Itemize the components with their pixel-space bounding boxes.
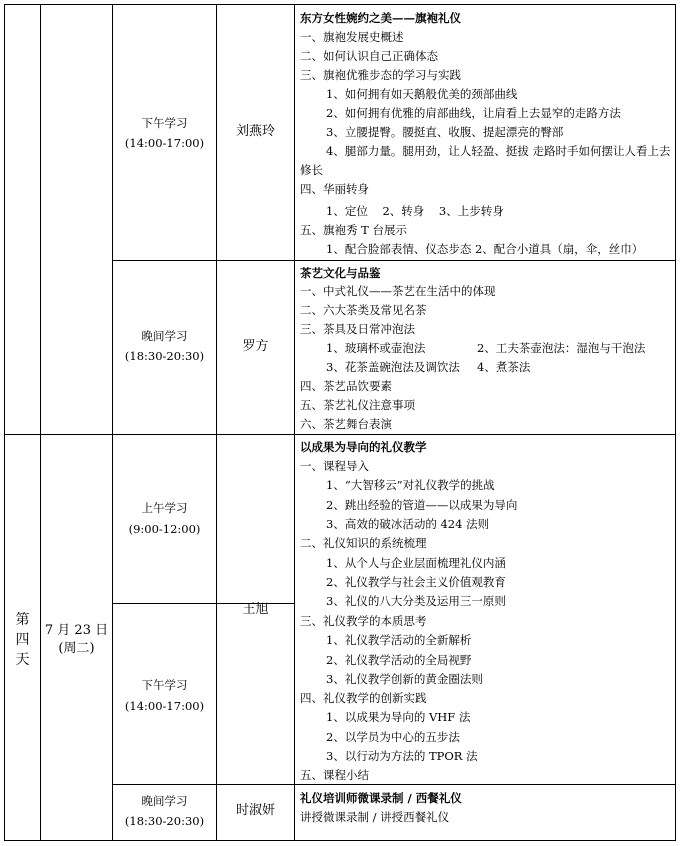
col-border-4 — [294, 4, 295, 841]
teacher-name: 刘燕玲 — [235, 124, 275, 139]
course-line: 3、礼仪教学创新的黄金圈法则 — [326, 672, 483, 686]
session-period: 上午学习 — [141, 501, 188, 515]
day-label-char: 天 — [15, 652, 30, 668]
table-bottom-border — [4, 840, 675, 841]
course-line: 四、礼仪教学的创新实践 — [300, 691, 427, 705]
course-line: 一、课程导入 — [300, 459, 369, 473]
course-line: 4、煮茶法 — [477, 360, 531, 374]
course-line: 二、礼仪知识的系统梳理 — [300, 536, 427, 550]
weekday-label: (周二) — [58, 641, 95, 656]
course-line: 四、华丽转身 — [300, 182, 369, 196]
session-time: (14:00-17:00) — [124, 136, 205, 150]
course-line: 一、中式礼仪——茶艺在生活中的体现 — [300, 284, 496, 298]
course-line: 三、旗袍优雅步态的学习与实践 — [300, 68, 461, 82]
course-line: 三、茶具及日常冲泡法 — [300, 322, 415, 336]
row-divider-1 — [112, 260, 675, 261]
course-line: 1、“大智移云”对礼仪教学的挑战 — [326, 478, 495, 492]
session-time: (9:00-12:00) — [128, 522, 201, 536]
session-time: (18:30-20:30) — [124, 814, 205, 828]
course-line: 修长 — [300, 163, 323, 177]
course-line: 一、旗袍发展史概述 — [300, 30, 404, 44]
course-title: 以成果为导向的礼仪教学 — [300, 440, 427, 454]
date-label: 7 月 23 日 — [44, 623, 109, 638]
day-label-char: 第 — [15, 612, 30, 628]
session-period: 晚间学习 — [141, 794, 188, 808]
course-line: 2、以学员为中心的五步法 — [326, 730, 460, 744]
course-title: 茶艺文化与品鉴 — [300, 266, 381, 280]
course-line: 2、工夫茶壶泡法：湿泡与干泡法 — [477, 341, 646, 355]
session-period: 晚间学习 — [141, 329, 188, 343]
course-line: 3、以行动为方法的 TPOR 法 — [326, 749, 478, 763]
row-divider-2 — [4, 434, 675, 435]
course-line: 六、茶艺舞台表演 — [300, 417, 392, 431]
teacher-name: 罗方 — [242, 339, 269, 354]
course-line: 二、六大茶类及常见名茶 — [300, 303, 427, 317]
teacher-name: 时淑妍 — [235, 803, 275, 818]
course-line: 3、花茶盖碗泡法及调饮法 — [326, 360, 460, 374]
course-line: 五、旗袍秀 T 台展示 — [300, 223, 407, 237]
course-line: 3、礼仪的八大分类及运用三一原则 — [326, 594, 506, 608]
course-line: 1、以成果为导向的 VHF 法 — [326, 710, 471, 724]
course-title: 礼仪培训师微课录制 / 西餐礼仪 — [300, 791, 462, 805]
course-line: 五、课程小结 — [300, 768, 369, 782]
course-line: 2、如何拥有优雅的肩部曲线，让肩看上去显窄的走路方法 — [326, 106, 621, 120]
course-title: 东方女性婉约之美——旗袍礼仪 — [300, 11, 461, 25]
teacher-name: 王旭 — [242, 602, 269, 617]
course-line: 五、茶艺礼仪注意事项 — [300, 398, 415, 412]
day-label-char: 四 — [15, 632, 30, 648]
course-line: 1、玻璃杯或壶泡法 — [326, 341, 426, 355]
course-line: 讲授微课录制 / 讲授西餐礼仪 — [300, 810, 450, 824]
course-line: 4、腿部力量。腿用劲，让人轻盈、挺拔 走路时手如何摆让人看上去 — [326, 144, 671, 158]
col-border-left — [4, 4, 5, 841]
course-line: 1、定位 2、转身 3、上步转身 — [326, 204, 504, 218]
course-line: 3、高效的破冰活动的 424 法则 — [326, 517, 490, 531]
session-period: 下午学习 — [141, 116, 188, 130]
col-border-1 — [40, 4, 41, 841]
session-time: (14:00-17:00) — [124, 699, 205, 713]
course-line: 二、如何认识自己正确体态 — [300, 49, 438, 63]
course-line: 四、茶艺品饮要素 — [300, 379, 392, 393]
course-line: 3、立腰提臀。腰挺直、收腹、提起漂亮的臀部 — [326, 125, 564, 139]
course-line: 2、礼仪教学与社会主义价值观教育 — [326, 575, 506, 589]
course-line: 1、配合脸部表情、仪态步态 2、配合小道具（扇，伞，丝巾） — [326, 242, 644, 256]
course-line: 1、礼仪教学活动的全新解析 — [326, 633, 472, 647]
course-line: 1、如何拥有如天鹅般优美的颈部曲线 — [326, 87, 518, 101]
course-line: 2、礼仪教学活动的全局视野 — [326, 653, 472, 667]
course-line: 2、跳出经验的管道——以成果为导向 — [326, 498, 518, 512]
session-time: (18:30-20:30) — [124, 349, 205, 363]
table-right-border — [675, 4, 676, 841]
row-divider-4 — [112, 784, 675, 785]
session-period: 下午学习 — [141, 678, 188, 692]
table-top-border — [4, 4, 675, 5]
course-line: 三、礼仪教学的本质思考 — [300, 614, 427, 628]
course-line: 1、从个人与企业层面梳理礼仪内涵 — [326, 556, 506, 570]
